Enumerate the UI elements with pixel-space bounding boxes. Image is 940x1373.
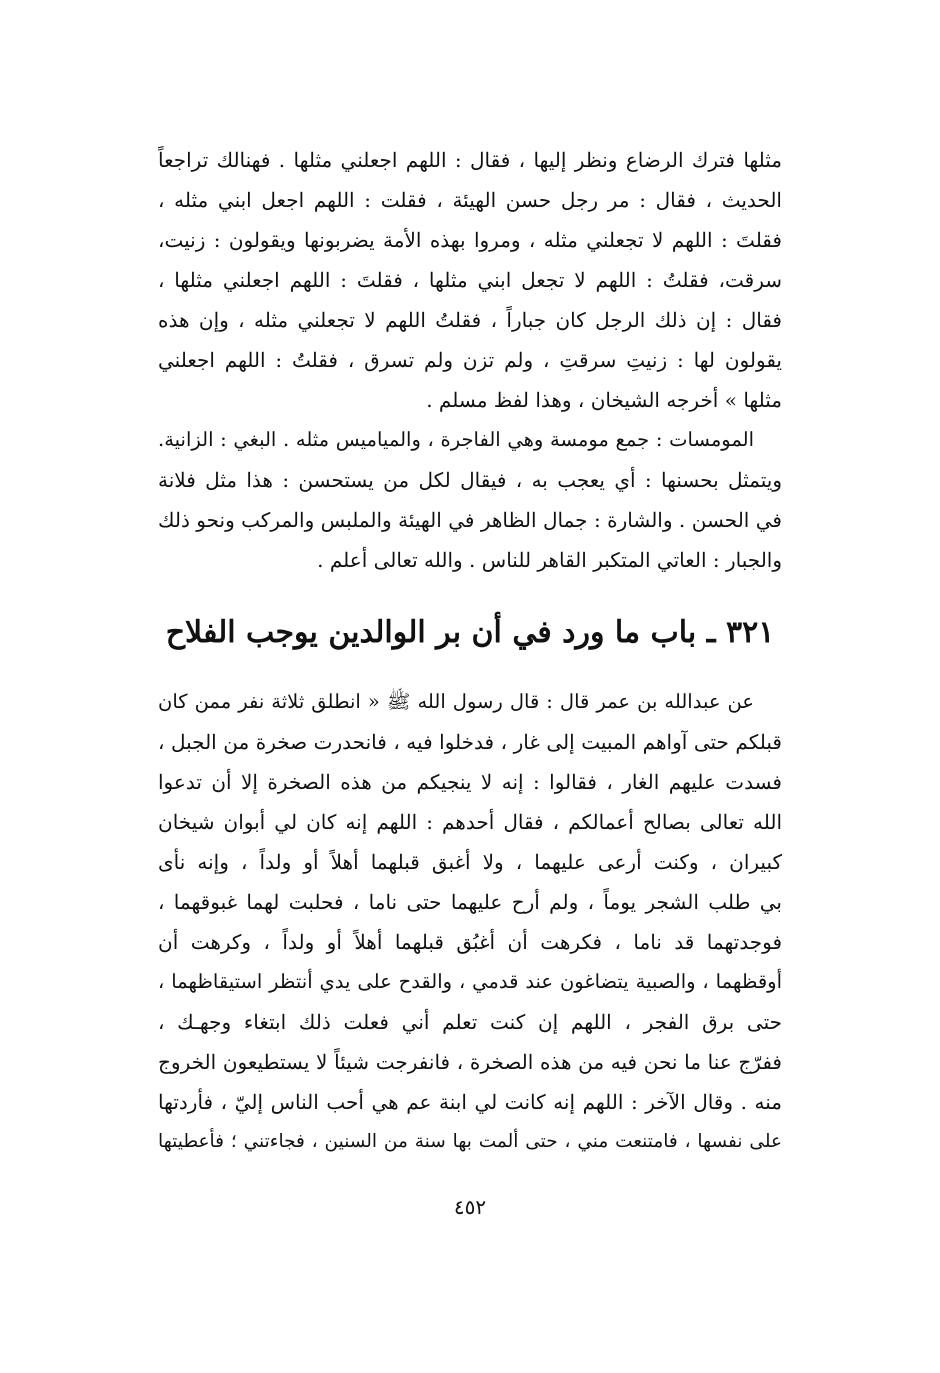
text-line: ففرّج عنا ما نحن فيه من هذه الصخرة ، فانفرجت شيئاً لا يستطيعون الخروج bbox=[158, 1050, 782, 1074]
text-line: الحديث ، فقال : مر رجل حسن الهيئة ، فقلت : اللهم اجعل ابني مثله ، bbox=[158, 188, 782, 212]
page-number: ٤٥٢ bbox=[453, 1195, 487, 1219]
paragraph-chapter-body bbox=[158, 682, 782, 1162]
text-line: كبيران ، وكنت أرعى عليهما ، ولا أغبق قبلهما أهلاً أو ولداً ، وإنه نأى bbox=[158, 850, 782, 874]
chapter-heading: ٣٢١ ـ باب ما ورد في أن بر الوالدين يوجب الفلاح bbox=[165, 615, 775, 650]
text-line: قبلكم حتى آواهم المبيت إلى غار ، فدخلوا فيه ، فانحدرت صخرة من الجبل ، bbox=[158, 730, 782, 754]
text-line: سرقت، فقلتُ : اللهم لا تجعل ابني مثلها ، فقلتَ : اللهم اجعلني مثلها ، bbox=[158, 268, 782, 292]
text-line: منه . وقال الآخر : اللهم إنه كانت لي ابنة عم هي أحب الناس إليّ ، فأردتها bbox=[158, 1090, 782, 1114]
text-line: المومسات : جمع مومسة وهي الفاجرة ، والمياميس مثله . البغي : الزانية. bbox=[158, 428, 754, 451]
text-line: في الحسن . والشارة : جمال الظاهر في الهيئة والملبس والمركب ونحو ذلك bbox=[158, 508, 782, 532]
text-line: حتى برق الفجر ، اللهم إن كنت تعلم أني فعلت ذلك ابتغاء وجهـك ، bbox=[158, 1010, 782, 1034]
text-line: فوجدتهما قد ناما ، فكرهت أن أغبُق قبلهما أهلاً أو ولداً ، وكرهت أن bbox=[158, 930, 782, 954]
text-line: يقولون لها : زنيتِ سرقتِ ، ولم تزن ولم تسرق ، فقلتُ : اللهم اجعلني bbox=[158, 348, 782, 372]
text-line: فقلتَ : اللهم لا تجعلني مثله ، ومروا بهذه الأمة يضربونها ويقولون : زنيت، bbox=[158, 228, 782, 252]
text-line: بي طلب الشجر يوماً ، ولم أرح عليهما حتى ناما ، فحلبت لهما غبوقهما ، bbox=[158, 890, 782, 914]
text-line: عن عبدالله بن عمر قال : قال رسول الله ﷺ « انطلق ثلاثة نفر ممن كان bbox=[158, 690, 754, 713]
text-line: ويتمثل بحسنها : أي يعجب به ، فيقال لكل من يستحسن : هذا مثل فلانة bbox=[158, 468, 782, 492]
paragraph-hadith-continuation bbox=[158, 140, 782, 420]
text-line: والجبار : العاتي المتكبر القاهر للناس . والله تعالى أعلم . bbox=[317, 548, 782, 572]
text-line: مثلها فترك الرضاع ونظر إليها ، فقال : اللهم اجعلني مثلها . فهنالك تراجعاً bbox=[158, 148, 782, 172]
text-line: أوقظهما ، والصبية يتضاغون عند قدمي ، والقدح على يدي أنتظر استيقاظهما ، bbox=[158, 970, 782, 993]
text-line: مثلها » أخرجه الشيخان ، وهذا لفظ مسلم . bbox=[426, 388, 782, 412]
paragraph-glossary bbox=[158, 420, 782, 580]
text-line: الله تعالى بصالح أعمالكم ، فقال أحدهم : اللهم إنه كان لي أبوان شيخان bbox=[158, 810, 782, 834]
text-line: فسدت عليهم الغار ، فقالوا : إنه لا ينجيكم من هذه الصخرة إلا أن تدعوا bbox=[158, 770, 782, 794]
text-line: فقال : إن ذلك الرجل كان جباراً ، فقلتُ اللهم لا تجعلني مثله ، وإن هذه bbox=[158, 308, 782, 332]
text-line: على نفسها ، فامتنعت مني ، حتى ألمت بها سنة من السنين ، فجاءتني ؛ فأعطيتها bbox=[158, 1131, 782, 1152]
